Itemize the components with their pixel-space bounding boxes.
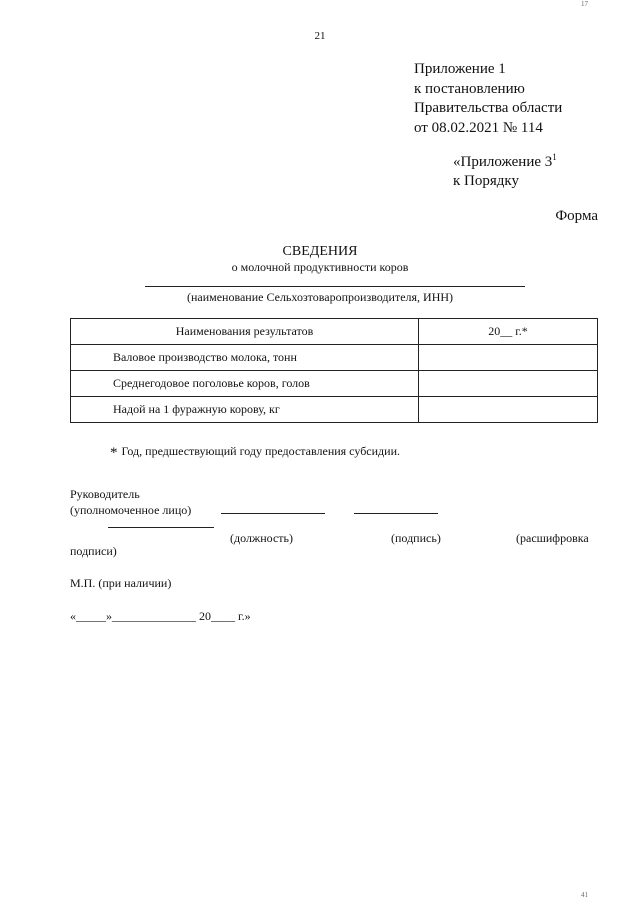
appendix-line-4: от 08.02.2021 № 114 [414, 119, 543, 136]
producer-name-line[interactable] [145, 286, 525, 287]
table-header-results: Наименования результатов [71, 319, 419, 345]
manager-line-2: (уполномоченное лицо) [70, 503, 192, 517]
position-signature-line[interactable] [221, 513, 325, 514]
sub-appendix-superscript: 1 [552, 152, 557, 162]
sub-appendix-text: «Приложение 3 [453, 154, 553, 170]
caption-position: (должность) [230, 531, 293, 545]
appendix-line-2: к постановлению [414, 80, 525, 97]
producer-caption: (наименование Сельхозтоваропроизводителя, ИНН) [186, 290, 454, 304]
appendix-line-1: Приложение 1 [414, 61, 506, 77]
date-line[interactable]: «_____»______________ 20____ г.» [70, 609, 251, 623]
table-row [71, 371, 598, 397]
document-subtitle: о молочной продуктивности коров [231, 260, 409, 274]
caption-decoding: (расшифровка [516, 531, 589, 545]
document-title: СВЕДЕНИЯ [282, 244, 358, 259]
decoding-signature-line[interactable] [108, 527, 214, 528]
appendix-line-3: Правительства области [414, 100, 563, 116]
results-table [70, 318, 598, 423]
corner-mark-bottom: 41 [581, 891, 588, 899]
footnote-marker: * [110, 445, 118, 461]
caption-signatures: подписи) [70, 544, 117, 558]
manager-label [70, 486, 191, 518]
form-label: Форма [555, 208, 598, 224]
table-row [71, 345, 598, 371]
table-header-year: 20__ г.* [419, 319, 598, 345]
footnote-text: Год, предшествующий году предоставления субсидии. [121, 444, 400, 458]
sub-appendix-line-1 [453, 148, 557, 172]
manager-line-1: Руководитель [70, 487, 140, 501]
stamp-label: М.П. (при наличии) [70, 576, 172, 590]
table-header-row [71, 319, 598, 345]
table-row-label: Среднегодовое поголовье коров, голов [71, 371, 419, 397]
table-row-value[interactable] [419, 397, 598, 423]
table-row-label: Валовое производство молока, тонн [71, 345, 419, 371]
signature-line[interactable] [354, 513, 438, 514]
footnote [110, 444, 400, 462]
table-row [71, 397, 598, 423]
appendix-block [414, 60, 562, 138]
table-row-value[interactable] [419, 371, 598, 397]
sub-appendix-block [453, 148, 557, 191]
table-row-label: Надой на 1 фуражную корову, кг [71, 397, 419, 423]
sub-appendix-line-2: к Порядку [453, 173, 519, 189]
corner-mark-top: 17 [581, 0, 588, 8]
caption-signature: (подпись) [391, 531, 441, 545]
table-row-value[interactable] [419, 345, 598, 371]
page-number: 21 [314, 30, 326, 42]
